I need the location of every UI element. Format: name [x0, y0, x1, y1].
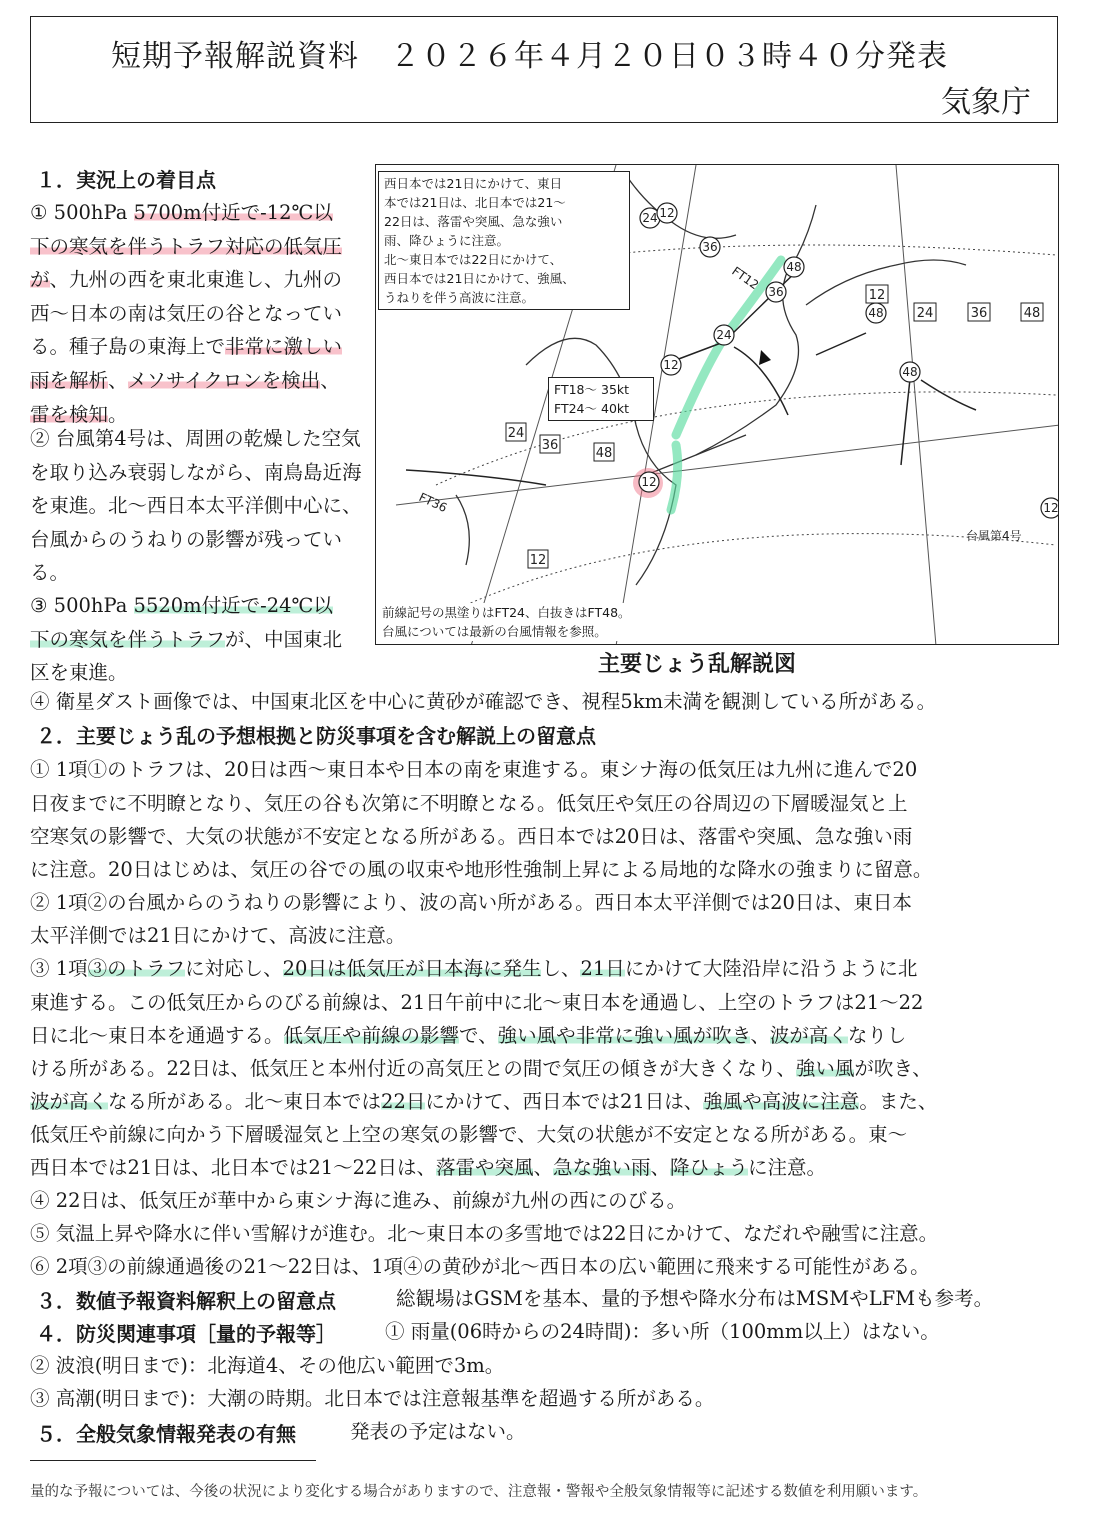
section-2-heading: ２．主要じょう乱の予想根拠と防災事項を含む解説上の留意点 — [36, 724, 596, 748]
svg-text:36: 36 — [970, 306, 988, 321]
svg-text:24: 24 — [716, 328, 732, 342]
svg-text:36: 36 — [702, 240, 718, 254]
page-title: 短期予報解説資料 ２０２６年４月２０日０３時４０分発表 — [111, 39, 948, 74]
svg-text:12: 12 — [529, 553, 547, 568]
s2-line: 空寒気の影響で、大気の状態が不安定となる所がある。西日本では20日は、落雷や突風、急な強い雨 — [30, 825, 913, 848]
svg-text:48: 48 — [868, 306, 884, 320]
s1-item-2: ② 台風第4号は、周囲の乾燥した空気を取り込み衰弱しながら、南鳥島近海を東進。北～西日本太平洋側中心に、台風からのうねりの影響が残っている。 — [30, 427, 362, 585]
s2-line: に注意。20日はじめは、気圧の谷での風の収束や地形性強制上昇による局地的な降水の強まりに留意。 — [30, 858, 933, 881]
s2-line: ① 1項①のトラフは、20日は西～東日本や日本の南を東進する。東シナ海の低気圧は九州に進んで20 — [30, 758, 918, 781]
s2-item-6: ⑥ 2項③の前線通過後の21～22日は、1項④の黄砂が北～西日本の広い範囲に飛来する可能性がある。 — [30, 1255, 930, 1278]
footnote-divider — [30, 1460, 316, 1461]
svg-text:12: 12 — [659, 206, 675, 220]
ft-speed-box: FT18～ 35kt FT24～ 40kt — [548, 377, 654, 421]
header-box — [30, 16, 1058, 123]
s1-item-4: ④ 衛星ダスト画像では、中国東北区を中心に黄砂が確認でき、視程5km未満を観測している所がある。 — [30, 690, 937, 713]
marker-label: 12 — [641, 475, 657, 489]
section-1-heading: １．実況上の着目点 — [36, 168, 216, 192]
s3-text: 総観場はGSMを基本、量的予想や降水分布はMSMやLFMも参考。 — [396, 1287, 994, 1310]
s2-line: 太平洋側では21日にかけて、高波に注意。 — [30, 924, 406, 947]
svg-text:36: 36 — [541, 438, 559, 453]
s2-line: 日に北～東日本を通過する。低気圧や前線の影響で、強い風や非常に強い風が吹き、波が高くなりし — [30, 1024, 907, 1047]
ft12-label: FT12 — [729, 263, 762, 293]
svg-text:48: 48 — [595, 446, 613, 461]
svg-text:24: 24 — [916, 306, 934, 321]
ft36-label: FT36 — [416, 490, 450, 516]
s2-line: ② 1項②の台風からのうねりの影響により、波の高い所がある。西日本太平洋側では20日は、東日本 — [30, 891, 912, 914]
svg-text:12: 12 — [1043, 501, 1059, 515]
s5-text: 発表の予定はない。 — [350, 1420, 526, 1443]
s1-item-3: ③ 500hPa 5520m付近で-24℃以下の寒気を伴うトラフが、中国東北区を東進。 — [30, 594, 343, 685]
s2-line: 波が高くなる所がある。北～東日本では22日にかけて、西日本では21日は、強風や高波に注意。また、 — [30, 1090, 938, 1113]
footnote: 量的な予報については、今後の状況により変化する場合がありますので、注意報・警報や全般気象情報等に記述する数値を利用願います。 — [30, 1484, 928, 1500]
typhoon-label: 台風第4号 — [966, 529, 1022, 543]
s1-item-1: ① 500hPa 5700m付近で-12℃以下の寒気を伴うトラフ対応の低気圧が、九州の西を東北東進し、九州の西～日本の南は気圧の谷となっている。種子島の東海上で非常に激しい雨を解析、メソサイクロンを検出、雷を検知。 — [30, 201, 343, 426]
svg-text:48: 48 — [786, 260, 802, 274]
svg-text:48: 48 — [902, 365, 918, 379]
s2-line: 西日本では21日は、北日本では21～22日は、落雷や突風、急な強い雨、降ひょうに注意。 — [30, 1156, 827, 1179]
svg-text:12: 12 — [663, 358, 679, 372]
s2-line: 東進する。この低気圧からのびる前線は、21日午前中に北～東日本を通過し、上空のトラフは21～22 — [30, 991, 924, 1014]
agency-name: 気象庁 — [941, 85, 1031, 120]
svg-text:24: 24 — [642, 211, 658, 225]
s2-line: ける所がある。22日は、低気圧と本州付近の高気圧との間で気圧の傾きが大きくなり、強い風が吹き、 — [30, 1057, 932, 1080]
s2-line: ③ 1項③のトラフに対応し、20日は低気圧が日本海に発生し、21日にかけて大陸沿岸に沿うように北 — [30, 957, 918, 980]
map-note-bottom: 前線記号の黒塗りはFT24、白抜きはFT48。 台風については最新の台風情報を参照。 — [382, 605, 631, 639]
s2-item-4: ④ 22日は、低気圧が華中から東シナ海に進み、前線が九州の西にのびる。 — [30, 1189, 687, 1212]
s4-text: ① 雨量(06時からの24時間)：多い所（100mm以上）はない。 — [385, 1320, 940, 1343]
s4-item-2: ② 波浪(明日まで)：北海道4、その他広い範囲で3m。 — [30, 1354, 505, 1377]
s4-item-3: ③ 高潮(明日まで)：大潮の時期。北日本では注意報基準を超過する所がある。 — [30, 1387, 715, 1410]
s2-item-5: ⑤ 気温上昇や降水に伴い雪解けが進む。北～東日本の多雪地では22日にかけて、なだれや融雪に注意。 — [30, 1222, 939, 1245]
map-note-top: 西日本では21日にかけて、東日 本では21日は、北日本では21～ 22日は、落雷や突風、急な強い 雨、降ひょうに注意。 北～東日本では22日にかけて、 西日本では21日にかけて、強風、 うねりを伴う高波に注意。 — [378, 171, 630, 310]
section-5-heading: ５．全般気象情報発表の有無 — [36, 1422, 296, 1446]
s2-line: 日夜までに不明瞭となり、気圧の谷も次第に不明瞭となる。低気圧や気圧の谷周辺の下層暖湿気と上 — [30, 792, 908, 815]
svg-text:12: 12 — [868, 288, 886, 303]
s2-line: 低気圧や前線に向かう下層暖湿気と上空の寒気の影響で、大気の状態が不安定となる所がある。東～ — [30, 1123, 908, 1146]
section-4-heading: ４．防災関連事項［量的予報等］ — [36, 1322, 336, 1346]
weather-map — [375, 164, 1059, 645]
section-3-heading: ３．数値予報資料解釈上の留意点 — [36, 1289, 336, 1313]
svg-text:24: 24 — [507, 426, 525, 441]
map-caption: 主要じょう乱解説図 — [598, 652, 797, 677]
svg-text:48: 48 — [1023, 306, 1041, 321]
svg-text:36: 36 — [768, 285, 784, 299]
